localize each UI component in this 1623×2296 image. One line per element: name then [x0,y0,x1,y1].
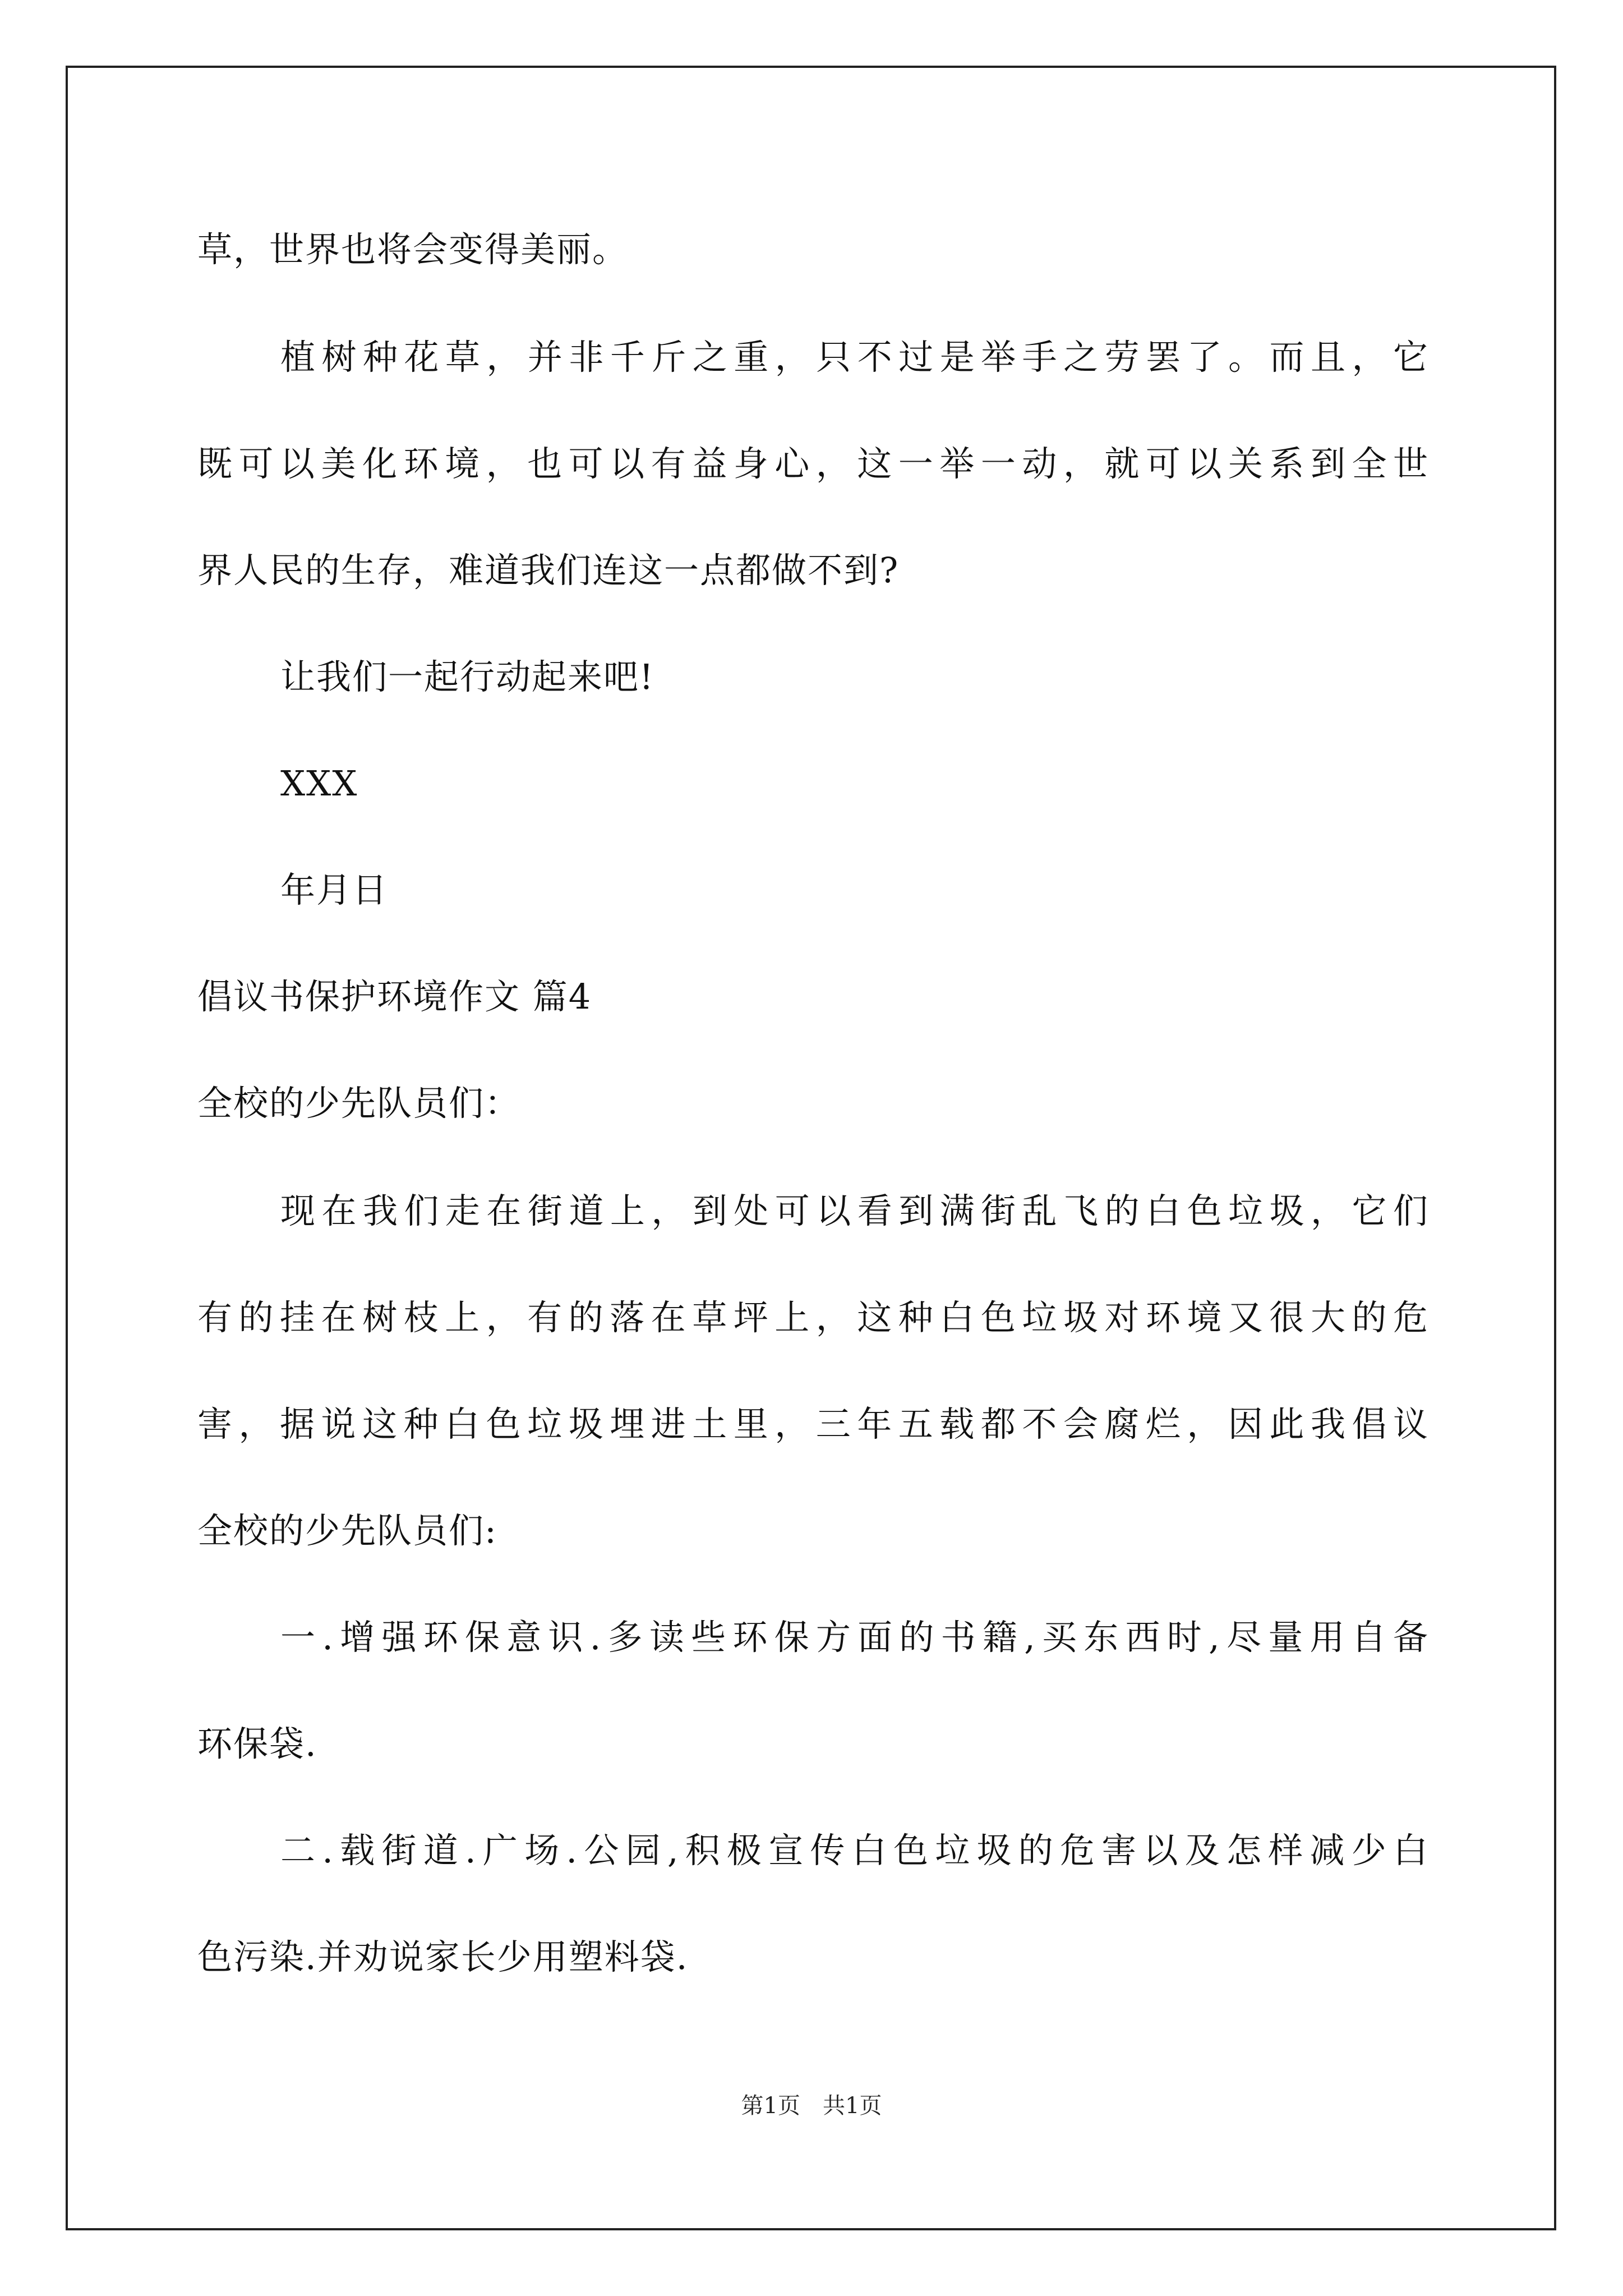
list-item-line: 二.载街道.广场.公园,积极宣传白色垃圾的危害以及怎样减少白 [280,1830,1429,1871]
page-number: 第1页 共1页 [741,2093,882,2119]
paragraph-line: 界人民的生存，难道我们连这一点都做不到? [197,550,900,591]
page-border [66,66,1556,2230]
paragraph-line: 有的挂在树枝上，有的落在草坪上，这种白色垃圾对环境又很大的危 [197,1297,1429,1338]
salutation: 全校的少先队员们： [197,1083,521,1124]
section-title: 倡议书保护环境作文 篇4 [197,976,592,1017]
paragraph-line: 既可以美化环境，也可以有益身心，这一举一动，就可以关系到全世 [197,443,1429,484]
signature-name: XXX [280,763,358,804]
list-item-line: 一.增强环保意识.多读些环保方面的书籍,买东西时,尽量用自备 [280,1617,1429,1658]
closing-call: 让我们一起行动起来吧! [280,656,654,697]
list-item-line: 环保袋. [197,1723,317,1764]
list-item-line: 色污染.并劝说家长少用塑料袋. [197,1936,689,1977]
paragraph-line: 现在我们走在街道上，到处可以看到满街乱飞的白色垃圾，它们 [280,1190,1429,1231]
signature-date: 年月日 [280,869,389,910]
paragraph-line: 全校的少先队员们: [197,1510,497,1551]
paragraph-line: 害，据说这种白色垃圾埋进土里，三年五载都不会腐烂，因此我倡议 [197,1404,1429,1444]
paragraph-line: 草，世界也将会变得美丽。 [197,229,629,270]
paragraph-line: 植树种花草，并非千斤之重，只不过是举手之劳罢了。而且，它 [280,337,1429,378]
